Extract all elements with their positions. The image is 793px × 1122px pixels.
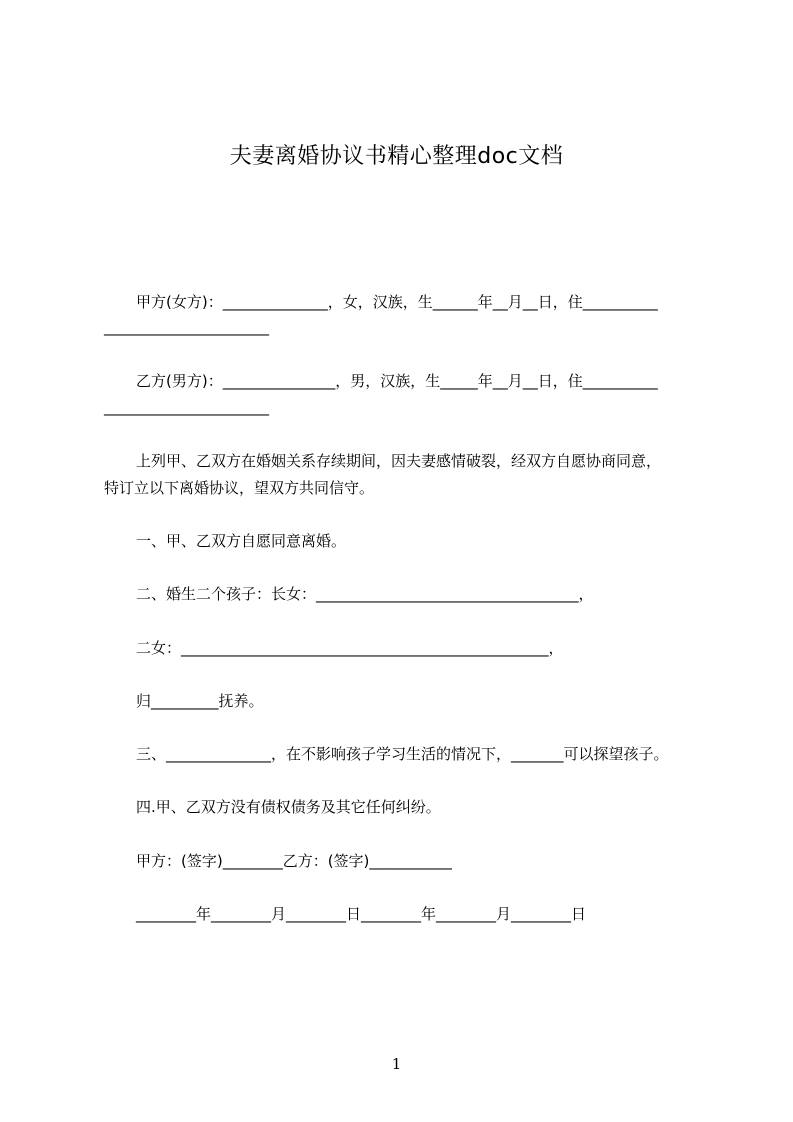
party-b-address-continuation: ______________________ [104,398,269,416]
signature-line: 甲方：(签字)________乙方：(签字)___________ [136,852,452,870]
clause-one: 一、甲、乙双方自愿同意离婚。 [136,532,347,550]
intro-paragraph-line-1: 上列甲、乙双方在婚姻关系存续期间，因夫妻感情破裂，经双方自愿协商同意， [136,452,662,470]
clause-two-custody: 归_________抚养。 [136,692,264,710]
party-b-line: 乙方(男方)：_______________，男，汉族，生_____年__月__日，住__________ [136,372,658,390]
party-a-address-continuation: ______________________ [104,318,269,336]
document-title: 夫妻离婚协议书精心整理doc文档 [229,144,564,169]
page-number: 1 [391,1055,402,1073]
clause-three: 三、______________，在不影响孩子学习生活的情况下，_______可以探望孩子。 [136,745,669,763]
clause-two-second-daughter: 二女：_________________________________________________， [136,639,564,657]
party-a-line: 甲方(女方)：______________，女，汉族，生______年__月__日，住__________ [136,293,658,311]
clause-two: 二、婚生二个孩子：长女：___________________________________， [136,585,594,603]
date-line: ________年________月________日________年________月________日 [136,905,587,923]
intro-paragraph-line-2: 特订立以下离婚协议，望双方共同信守。 [104,479,375,497]
clause-four: 四.甲、乙双方没有债权债务及其它任何纠纷。 [136,798,441,816]
